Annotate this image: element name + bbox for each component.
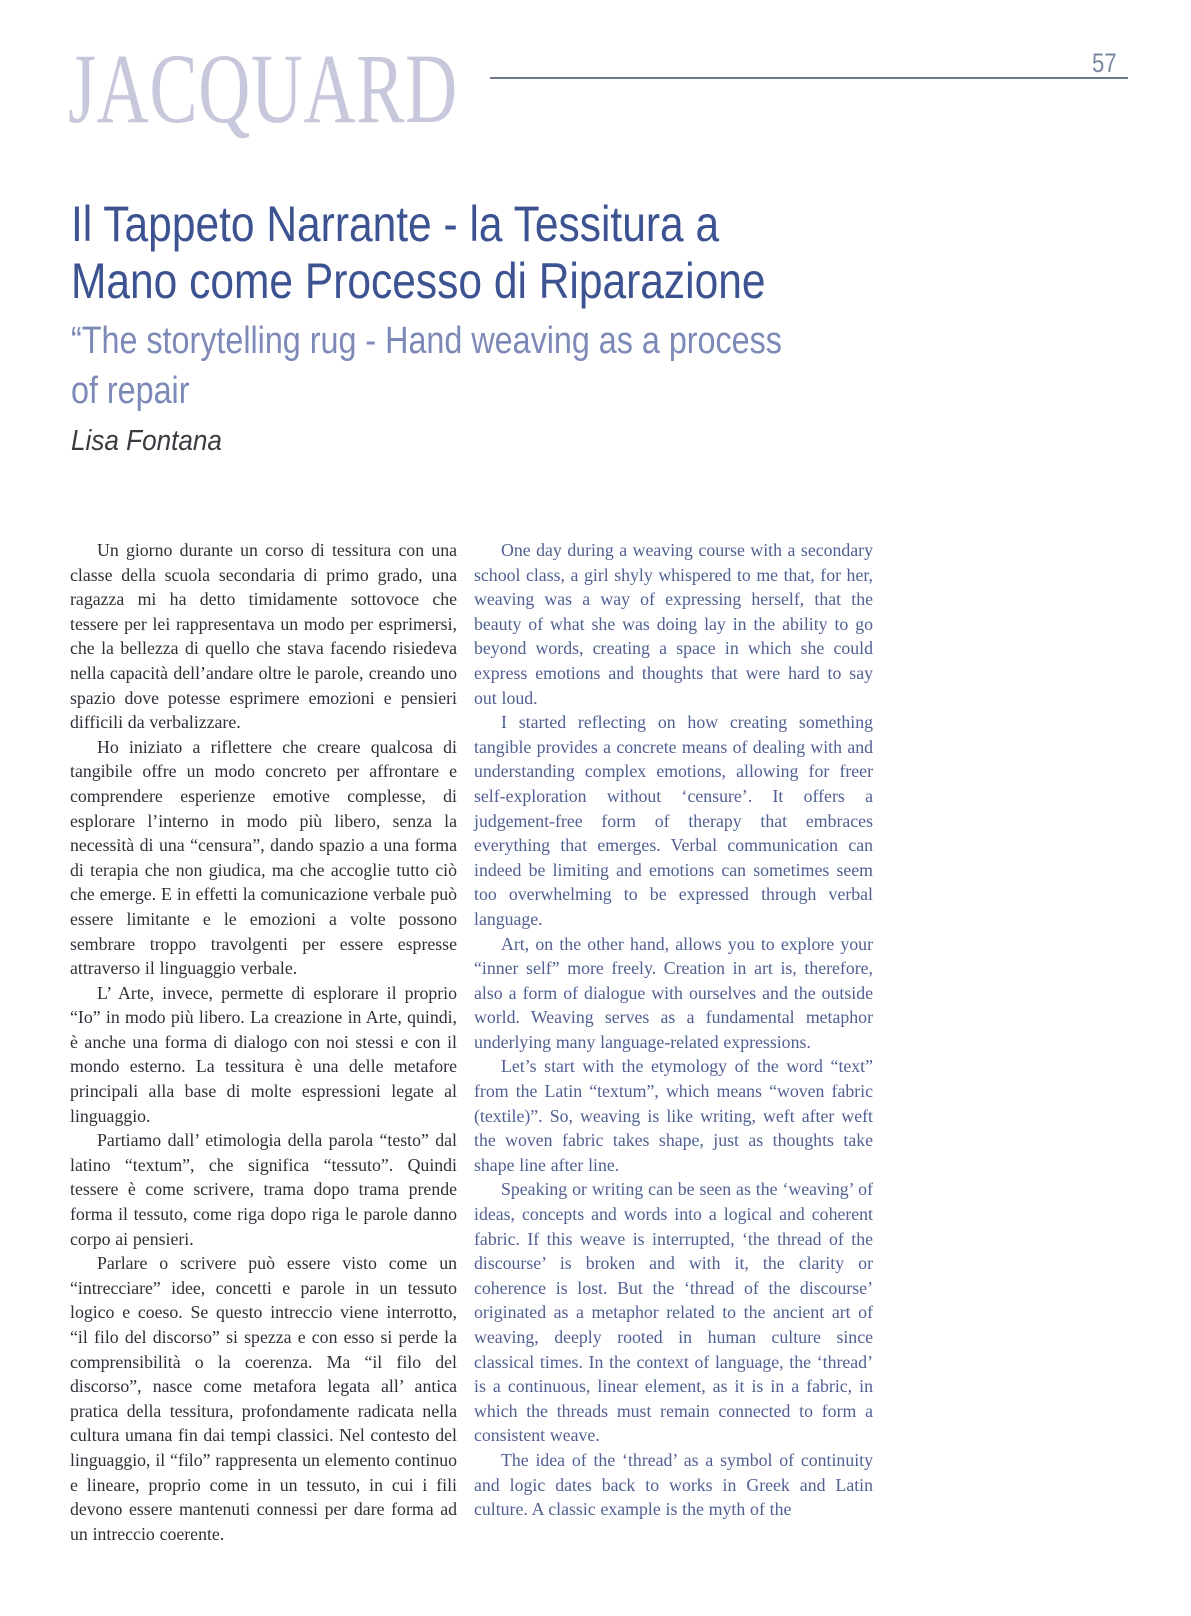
- masthead-logo: JACQUARD: [68, 33, 458, 144]
- article-subtitle-line-2: of repair: [71, 370, 190, 412]
- paragraph-english: One day during a weaving course with a secondary school class, a girl shyly whispered to me that, for her, weaving was a way of expressing herself, that the beauty of what she was doing lay in the ability to go beyond words, creating a space in which she could express emotions and thoughts that were hard to say out loud.: [474, 540, 873, 708]
- paragraph-english: The idea of the ‘thread’ as a symbol of continuity and logic dates back to works in Greek and Latin culture. A classic example is the myth of the: [474, 1449, 873, 1520]
- header-rule: [490, 77, 1128, 79]
- paragraph-english: I started reflecting on how creating something tangible provides a concrete means of dealing with and understanding complex emotions, allowing for freer self-exploration without ‘censure’. It offers a judgement-free form of therapy that embraces everything that emerges. Verbal communication can indeed be limiting and emotions can sometimes seem too overwhelming to be expressed through verbal language.: [474, 712, 873, 929]
- article-title: [71, 196, 766, 310]
- paragraph-english: Let’s start with the etymology of the word “text” from the Latin “textum”, which means “woven fabric (textile)”. So, weaving is like writing, weft after weft the woven fabric takes shape, just as thoughts take shape line after line.: [474, 1056, 873, 1175]
- paragraph-english: Speaking or writing can be seen as the ‘weaving’ of ideas, concepts and words into a logical and coherent fabric. If this weave is interrupted, ‘the thread of the discourse’ is broken and with it, the clarity or coherence is lost. But the ‘thread of the discourse’ originated as a metaphor related to the ancient art of weaving, deeply rooted in human culture since classical times. In the context of language, the ‘thread’ is a continuous, linear element, as it is in a fabric, in which the threads must remain connected to form a consistent weave.: [474, 1179, 873, 1446]
- column-italian: [70, 538, 457, 1546]
- article-subtitle-line-1: “The storytelling rug - Hand weaving as a process: [71, 320, 782, 362]
- paragraph-italian: Un giorno durante un corso di tessitura con una classe della scuola secondaria di primo grado, una ragazza mi ha detto timidamente sottovoce che tessere per lei rappresentava un modo per esprimersi, che la bellezza di quello che stava facendo risiedeva nella capacità dell’andare oltre le parole, creando uno spazio dove potesse esprimere emozioni e pensieri difficili da verbalizzare.: [70, 540, 457, 733]
- article-title-line-2: Mano come Processo di Riparazione: [71, 253, 766, 309]
- paragraph-italian: Ho iniziato a riflettere che creare qualcosa di tangibile offre un modo concreto per affrontare e comprendere esperienze emotive complesse, di esplorare l’interno in modo più libero, senza la necessità di una “censura”, dando spazio a una forma di terapia che non giudica, ma che accoglie tutto ciò che emerge. E in effetti la comunicazione verbale può essere limitante e le emozioni a volte possono sembrare troppo travolgenti per essere espresse attraverso il linguaggio verbale.: [70, 736, 457, 979]
- paragraph-english: Art, on the other hand, allows you to explore your “inner self” more freely. Creation in art is, therefore, also a form of dialogue with ourselves and the outside world. Weaving serves as a fundamental metaphor underlying many language-related expressions.: [474, 933, 873, 1052]
- paragraph-italian: Partiamo dall’ etimologia della parola “testo” dal latino “textum”, che significa “tessuto”. Quindi tessere è come scrivere, trama dopo trama prende forma il tessuto, come riga dopo riga le parole danno corpo ai pensieri.: [70, 1130, 457, 1249]
- column-english: [474, 538, 873, 1522]
- paragraph-italian: L’ Arte, invece, permette di esplorare il proprio “Io” in modo più libero. La creazione in Arte, quindi, è anche una forma di dialogo con noi stessi e con il mondo esterno. La tessitura è una delle metafore principali alla base di molte espressioni legate al linguaggio.: [70, 982, 457, 1126]
- article-subtitle: [71, 316, 782, 416]
- author-byline: Lisa Fontana: [71, 425, 222, 457]
- article-title-line-1: Il Tappeto Narrante - la Tessitura a: [71, 196, 720, 252]
- paragraph-italian: Parlare o scrivere può essere visto come un “intrecciare” idee, concetti e parole in un tessuto logico e coeso. Se questo intreccio viene interrotto, “il filo del discorso” si spezza e con esso si perde la comprensibilità o la coerenza. Ma “il filo del discorso”, nasce come metafora legata all’ antica pratica della tessitura, profondamente radicata nella cultura umana fin dai tempi classici. Nel contesto del linguaggio, il “filo” rappresenta un elemento continuo e lineare, proprio come in un tessuto, in cui i fili devono essere mantenuti connessi per dare forma ad un intreccio coerente.: [70, 1253, 457, 1544]
- page-number: 57: [1092, 48, 1117, 78]
